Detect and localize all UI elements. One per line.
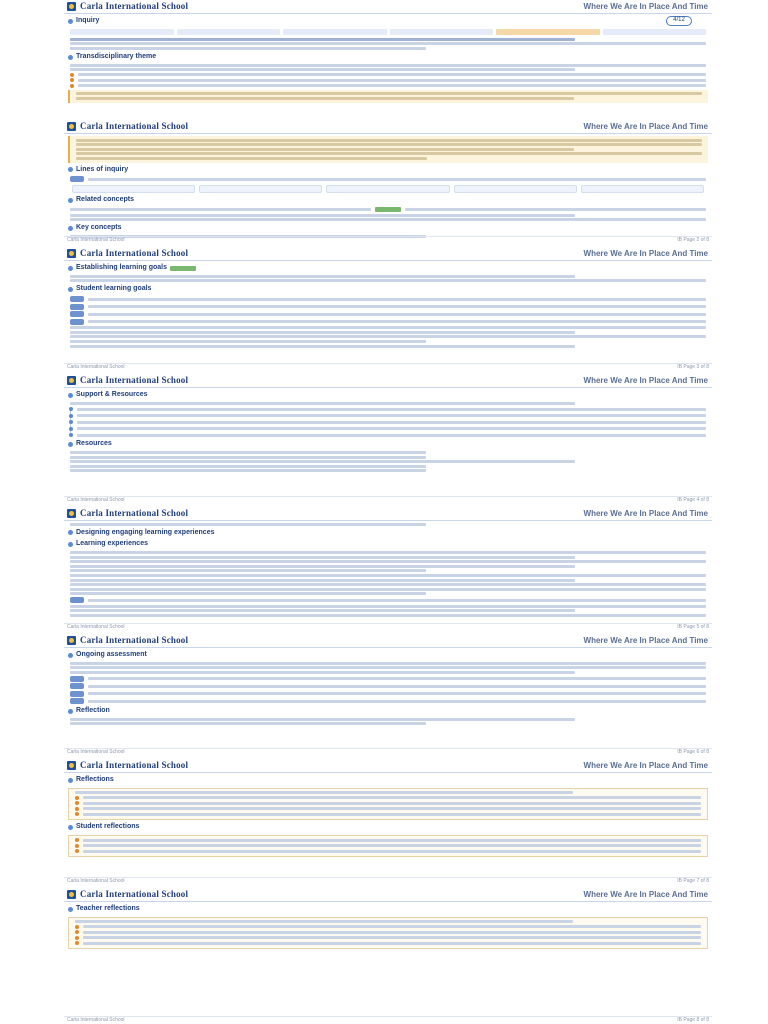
section-heading: Inquiry <box>68 17 712 26</box>
thumbnail-image <box>70 176 84 182</box>
thumbnail-image <box>70 597 84 603</box>
section-icon <box>68 55 73 60</box>
resource-timeline <box>70 407 706 437</box>
bullet-icon <box>75 796 79 800</box>
page-header <box>64 507 712 521</box>
unit-title: Where We Are In Place And Time <box>583 889 708 899</box>
bullet-icon <box>75 936 79 940</box>
section-heading: Student reflections <box>68 823 712 832</box>
thumbnail-image <box>70 296 84 302</box>
reflection-box <box>68 917 708 949</box>
reflection-box <box>68 835 708 857</box>
school-logo-icon <box>67 122 76 131</box>
unit-title: Where We Are In Place And Time <box>583 248 708 258</box>
section-heading: Support & Resources <box>68 391 712 400</box>
bullet-icon <box>75 844 79 848</box>
page-count-badge[interactable]: 4/12 <box>666 16 692 26</box>
unit-title: Where We Are In Place And Time <box>583 375 708 385</box>
page-footer: Carla International School IB Page 7 of 8 <box>64 877 712 885</box>
bullet-icon <box>75 925 79 929</box>
status-tag <box>170 266 196 271</box>
thumbnail-image <box>70 304 84 310</box>
page-7 <box>64 759 712 885</box>
page-footer: Carla International School IB Page 8 of 8 <box>64 1016 712 1024</box>
section-icon <box>68 167 73 172</box>
section-heading: Designing engaging learning experiences <box>68 529 712 538</box>
page-header <box>64 759 712 773</box>
page-1 <box>64 0 712 118</box>
section-heading: Related concepts <box>68 196 712 205</box>
page-2 <box>64 120 712 244</box>
unit-title: Where We Are In Place And Time <box>583 635 708 645</box>
bullet-icon <box>75 930 79 934</box>
section-heading: Transdisciplinary theme <box>68 53 712 62</box>
section-heading: Key concepts <box>68 224 712 233</box>
section-heading: Ongoing assessment <box>68 651 712 660</box>
section-heading: Teacher reflections <box>68 905 712 914</box>
thumbnail-image <box>70 311 84 317</box>
page-footer: Carla International School IB Page 3 of 8 <box>64 363 712 371</box>
page-header <box>64 0 712 14</box>
section-heading: Learning experiences <box>68 540 712 549</box>
school-logo-icon <box>67 2 76 11</box>
school-name: Carla International School <box>80 888 189 899</box>
section-icon <box>68 266 73 271</box>
unit-title: Where We Are In Place And Time <box>583 121 708 131</box>
page-8 <box>64 888 712 1024</box>
bullet-icon <box>75 812 79 816</box>
thumbnail-image <box>70 676 84 682</box>
section-icon <box>68 542 73 547</box>
section-icon <box>68 19 73 24</box>
concept-cards <box>72 185 704 193</box>
section-heading: Lines of inquiry <box>68 166 712 175</box>
section-icon <box>68 393 73 398</box>
bullet-icon <box>70 84 74 88</box>
school-logo-icon <box>67 249 76 258</box>
school-name: Carla International School <box>80 759 189 770</box>
section-heading: Student learning goals <box>68 285 712 294</box>
school-logo-icon <box>67 509 76 518</box>
school-name: Carla International School <box>80 247 189 258</box>
bullet-icon <box>75 838 79 842</box>
section-heading: Resources <box>68 440 712 449</box>
section-icon <box>68 198 73 203</box>
section-icon <box>68 778 73 783</box>
bullet-icon <box>70 73 74 77</box>
page-header <box>64 120 712 134</box>
school-logo-icon <box>67 636 76 645</box>
section-icon <box>68 825 73 830</box>
thumbnail-image <box>70 691 84 697</box>
concept-tag <box>375 207 401 212</box>
school-logo-icon <box>67 376 76 385</box>
section-heading: Establishing learning goals <box>68 264 712 273</box>
page-header <box>64 634 712 648</box>
highlight-box <box>68 136 708 163</box>
unit-meta-grid <box>70 29 706 35</box>
timeline-node-icon <box>69 407 73 411</box>
school-name: Carla International School <box>80 120 189 131</box>
highlight-box <box>68 90 708 103</box>
thumbnail-image <box>70 319 84 325</box>
section-heading: Reflection <box>68 707 712 716</box>
page-header <box>64 374 712 388</box>
school-logo-icon <box>67 761 76 770</box>
page-footer: Carla International School IB Page 5 of 8 <box>64 623 712 631</box>
page-3 <box>64 247 712 371</box>
bullet-icon <box>70 78 74 82</box>
page-footer: Carla International School IB Page 6 of 8 <box>64 748 712 756</box>
thumbnail-image <box>70 698 84 704</box>
section-icon <box>68 287 73 292</box>
section-icon <box>68 709 73 714</box>
page-6 <box>64 634 712 756</box>
section-icon <box>68 907 73 912</box>
unit-title: Where We Are In Place And Time <box>583 1 708 11</box>
bullet-icon <box>75 941 79 945</box>
bullet-icon <box>75 849 79 853</box>
timeline-node-icon <box>69 414 73 418</box>
section-icon <box>68 530 73 535</box>
page-header <box>64 888 712 902</box>
section-icon <box>68 653 73 658</box>
reflection-box <box>68 788 708 820</box>
section-heading: Reflections <box>68 776 712 785</box>
section-icon <box>68 442 73 447</box>
unit-title: Where We Are In Place And Time <box>583 760 708 770</box>
timeline-node-icon <box>69 433 73 437</box>
school-name: Carla International School <box>80 507 189 518</box>
school-name: Carla International School <box>80 634 189 645</box>
page-footer: Carla International School IB Page 2 of 8 <box>64 236 712 244</box>
page-header <box>64 247 712 261</box>
school-logo-icon <box>67 890 76 899</box>
thumbnail-image <box>70 683 84 689</box>
page-5 <box>64 507 712 631</box>
unit-title: Where We Are In Place And Time <box>583 508 708 518</box>
bullet-icon <box>75 807 79 811</box>
school-name: Carla International School <box>80 374 189 385</box>
section-icon <box>68 226 73 231</box>
bullet-icon <box>75 801 79 805</box>
school-name: Carla International School <box>80 0 189 11</box>
page-4 <box>64 374 712 504</box>
timeline-node-icon <box>69 427 73 431</box>
page-footer: Carla International School IB Page 4 of 8 <box>64 496 712 504</box>
timeline-node-icon <box>69 420 73 424</box>
